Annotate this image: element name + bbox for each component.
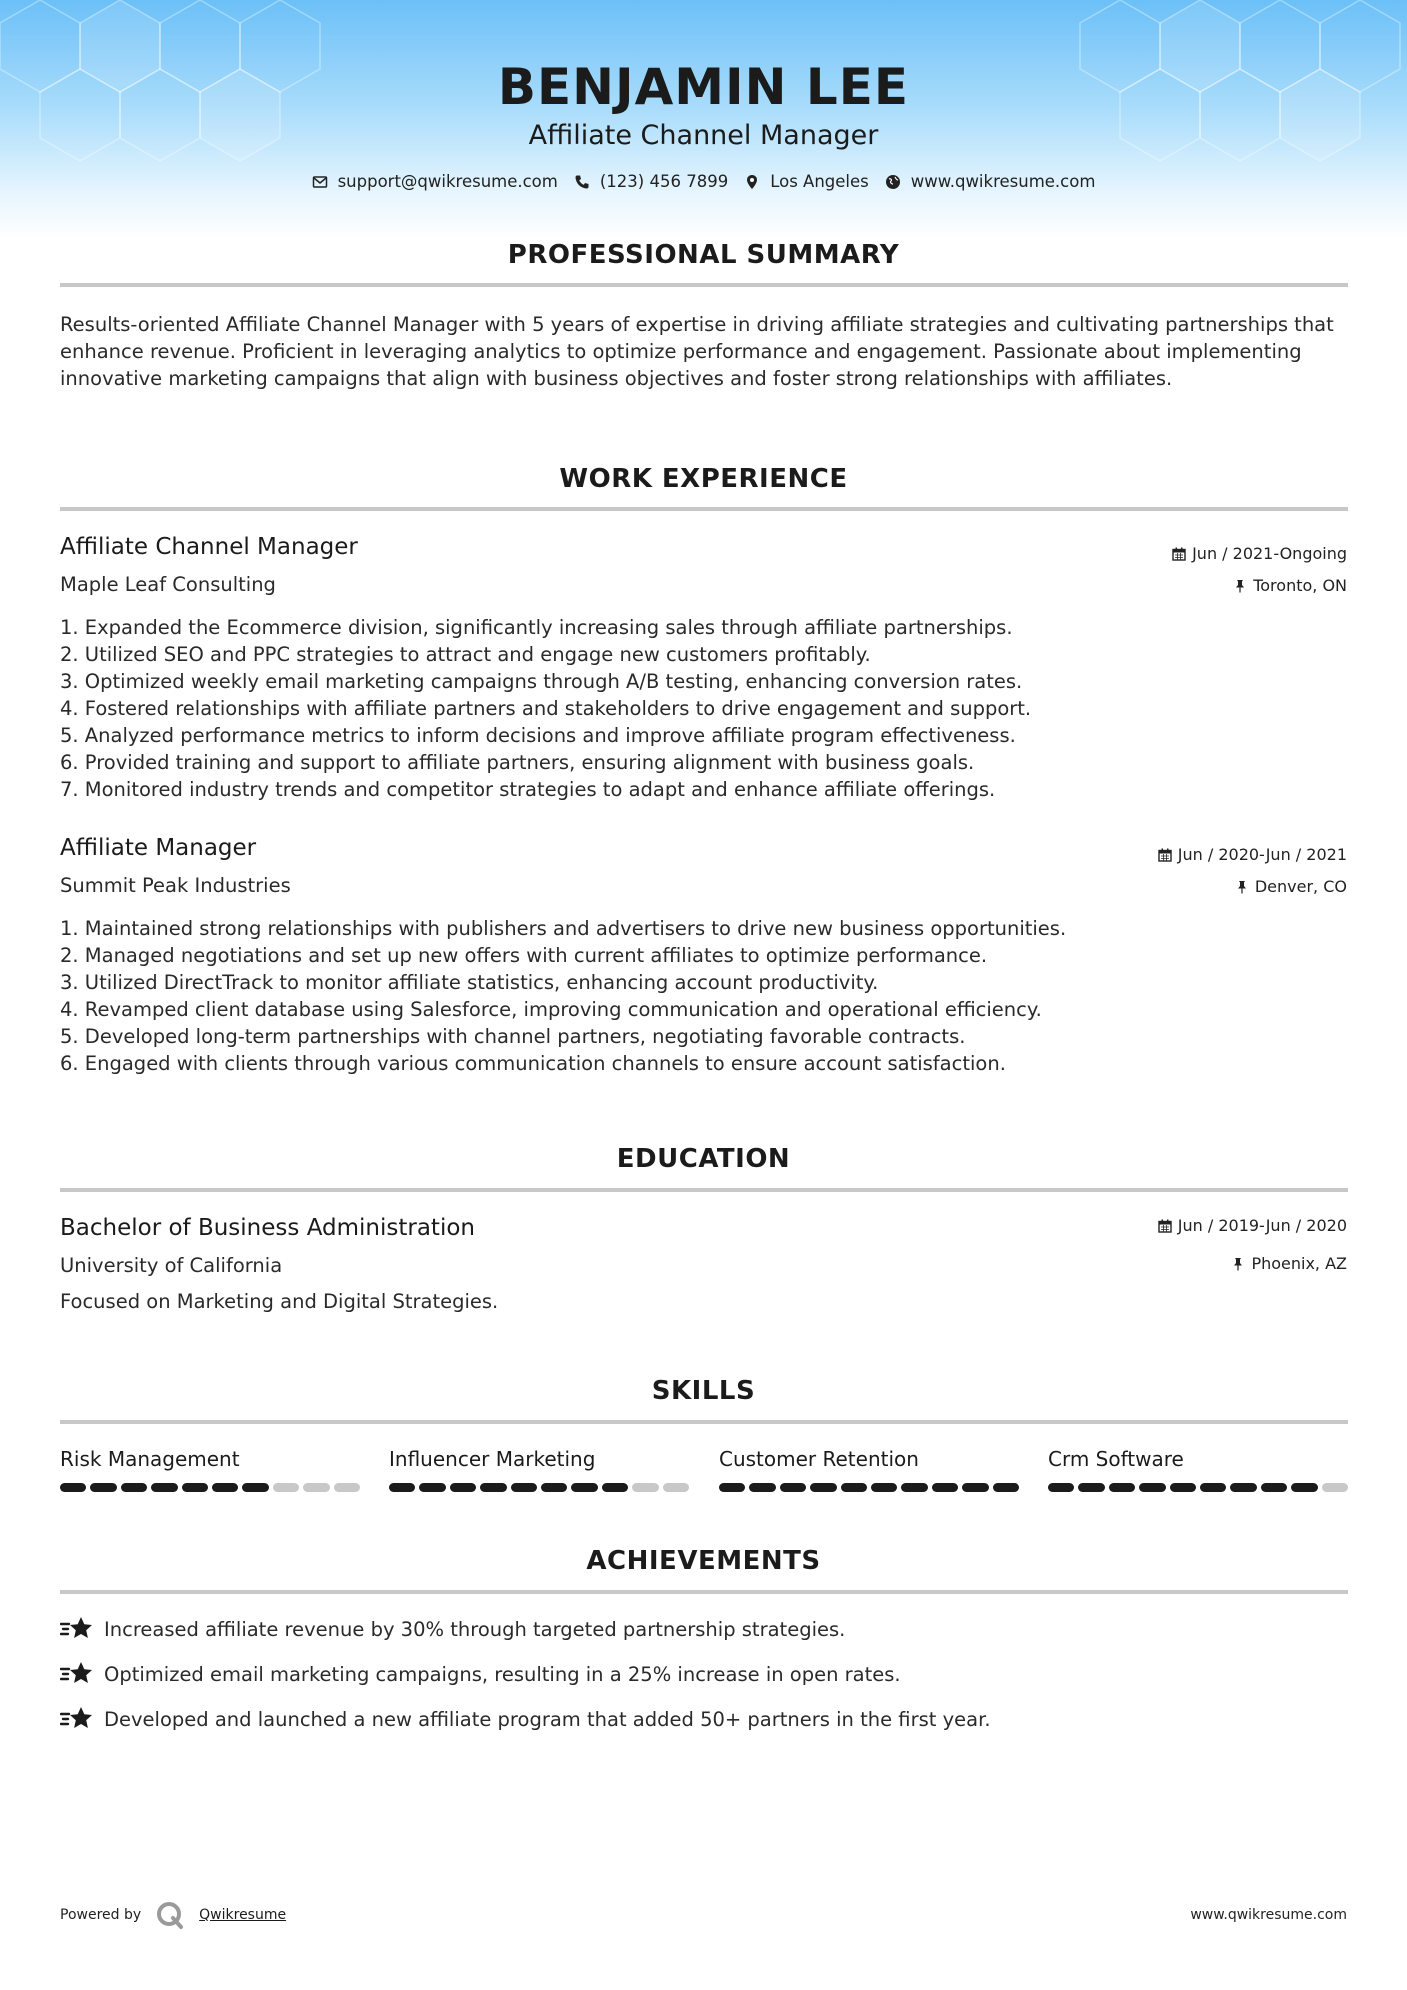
- job-location: [1233, 576, 1347, 595]
- skill-level-segment: [663, 1483, 689, 1492]
- skill-name: Customer Retention: [719, 1447, 919, 1471]
- list-item: 7. Monitored industry trends and competitor strategies to adapt and enhance affiliate offerings.: [60, 778, 996, 801]
- star-icon: [60, 1614, 94, 1644]
- skill-level-bar: [60, 1483, 360, 1492]
- skill-item: [389, 1447, 689, 1492]
- contact-website-text: www.qwikresume.com: [910, 172, 1096, 191]
- skill-level-segment: [242, 1483, 268, 1492]
- skill-level-segment: [810, 1483, 836, 1492]
- skill-level-segment: [1170, 1483, 1196, 1492]
- contact-location-text: Los Angeles: [770, 172, 869, 191]
- skill-item: [60, 1447, 360, 1492]
- qwikresume-logo-icon: [155, 1900, 185, 1930]
- pushpin-icon: [1231, 1257, 1245, 1271]
- summary-text: Results-oriented Affiliate Channel Manager with 5 years of expertise in driving affiliate strategies and cultivating partnerships that enhance revenue. Proficient in leveraging analytics to optimize performance and engagement. Passionate about implementing innovative marketing campaigns that align with business objectives and foster strong relationships with affiliates.: [60, 313, 1334, 390]
- star-icon: [60, 1704, 94, 1734]
- skill-level-segment: [571, 1483, 597, 1492]
- powered-by-label: Powered by: [60, 1907, 142, 1923]
- section-title-summary: PROFESSIONAL SUMMARY: [507, 240, 900, 270]
- skill-level-segment: [121, 1483, 147, 1492]
- skill-level-segment: [1261, 1483, 1287, 1492]
- skill-level-segment: [389, 1483, 415, 1492]
- list-item: 4. Fostered relationships with affiliate partners and stakeholders to drive engagement and support.: [60, 697, 1032, 720]
- skill-level-segment: [273, 1483, 299, 1492]
- list-item: 2. Utilized SEO and PPC strategies to attract and engage new customers profitably.: [60, 643, 871, 666]
- education-location: [1231, 1254, 1347, 1273]
- skill-level-segment: [480, 1483, 506, 1492]
- list-item: 5. Developed long-term partnerships with channel partners, negotiating favorable contracts.: [60, 1025, 966, 1048]
- education-dates-text: Jun / 2019-Jun / 2020: [1177, 1216, 1347, 1235]
- job-bullets: [60, 915, 1350, 1077]
- skill-level-segment: [749, 1483, 775, 1492]
- education-note: Focused on Marketing and Digital Strategies.: [60, 1290, 499, 1313]
- job-location-text: Denver, CO: [1254, 877, 1347, 896]
- skill-level-segment: [90, 1483, 116, 1492]
- contact-row: [0, 172, 1407, 191]
- section-divider: [60, 283, 1348, 287]
- section-divider: [60, 507, 1348, 511]
- skill-level-segment: [1139, 1483, 1165, 1492]
- contact-phone[interactable]: [574, 172, 728, 191]
- footer-website[interactable]: www.qwikresume.com: [1190, 1907, 1347, 1923]
- skill-level-segment: [841, 1483, 867, 1492]
- calendar-icon: [1158, 848, 1172, 862]
- skill-level-segment: [1322, 1483, 1348, 1492]
- job-title: Affiliate Channel Manager: [60, 534, 358, 560]
- contact-website[interactable]: [885, 172, 1096, 191]
- education-dates: [1158, 1216, 1347, 1235]
- school-name: University of California: [60, 1254, 283, 1277]
- skill-level-segment: [932, 1483, 958, 1492]
- skill-level-segment: [541, 1483, 567, 1492]
- skill-level-segment: [303, 1483, 329, 1492]
- skill-name: Risk Management: [60, 1447, 240, 1471]
- skill-level-bar: [1048, 1483, 1348, 1492]
- footer-powered-by: [60, 1900, 286, 1930]
- section-title-education: EDUCATION: [616, 1144, 791, 1174]
- section-title-skills: SKILLS: [651, 1376, 756, 1406]
- skill-level-segment: [511, 1483, 537, 1492]
- list-item: 6. Provided training and support to affiliate partners, ensuring alignment with business goals.: [60, 751, 975, 774]
- contact-location: [744, 172, 869, 191]
- contact-email-text: support@qwikresume.com: [337, 172, 558, 191]
- achievement-item: [60, 1659, 901, 1689]
- job-dates-text: Jun / 2020-Jun / 2021: [1177, 845, 1347, 864]
- skill-level-segment: [60, 1483, 86, 1492]
- achievement-text: Developed and launched a new affiliate program that added 50+ partners in the first year.: [104, 1707, 991, 1731]
- pushpin-icon: [1235, 880, 1249, 894]
- envelope-icon: [312, 174, 328, 190]
- section-title-experience: WORK EXPERIENCE: [559, 464, 848, 494]
- qwikresume-link[interactable]: Qwikresume: [199, 1907, 287, 1923]
- skill-level-segment: [1048, 1483, 1074, 1492]
- achievement-item: [60, 1704, 991, 1734]
- skill-level-segment: [334, 1483, 360, 1492]
- skill-level-segment: [212, 1483, 238, 1492]
- candidate-name: BENJAMIN LEE: [497, 58, 910, 116]
- achievement-item: [60, 1614, 845, 1644]
- star-icon: [60, 1659, 94, 1689]
- skill-level-bar: [719, 1483, 1019, 1492]
- section-title-achievements: ACHIEVEMENTS: [586, 1546, 821, 1576]
- skill-level-segment: [962, 1483, 988, 1492]
- job-bullets: [60, 614, 1350, 803]
- section-divider: [60, 1590, 1348, 1594]
- skill-level-segment: [1078, 1483, 1104, 1492]
- section-divider: [60, 1420, 1348, 1424]
- skill-level-segment: [901, 1483, 927, 1492]
- list-item: 1. Maintained strong relationships with publishers and advertisers to drive new business opportunities.: [60, 917, 1067, 940]
- company-name: Maple Leaf Consulting: [60, 573, 276, 596]
- list-item: 1. Expanded the Ecommerce division, significantly increasing sales through affiliate partnerships.: [60, 616, 1013, 639]
- skill-level-segment: [632, 1483, 658, 1492]
- job-location-text: Toronto, ON: [1253, 576, 1347, 595]
- skill-item: [1048, 1447, 1348, 1492]
- list-item: 2. Managed negotiations and set up new offers with current affiliates to optimize performance.: [60, 944, 988, 967]
- skill-name: Crm Software: [1048, 1447, 1184, 1471]
- job-location: [1235, 877, 1347, 896]
- education-location-text: Phoenix, AZ: [1251, 1254, 1347, 1273]
- skill-level-segment: [780, 1483, 806, 1492]
- phone-icon: [574, 174, 590, 190]
- job-dates: [1158, 845, 1347, 864]
- candidate-title: Affiliate Channel Manager: [528, 120, 879, 151]
- skill-item: [719, 1447, 1019, 1492]
- calendar-icon: [1172, 547, 1186, 561]
- list-item: 4. Revamped client database using Salesforce, improving communication and operational efficiency.: [60, 998, 1042, 1021]
- contact-email[interactable]: [312, 172, 558, 191]
- skill-level-segment: [602, 1483, 628, 1492]
- degree-title: Bachelor of Business Administration: [60, 1215, 475, 1241]
- list-item: 3. Optimized weekly email marketing campaigns through A/B testing, enhancing conversion rates.: [60, 670, 1023, 693]
- skill-name: Influencer Marketing: [389, 1447, 596, 1471]
- skill-level-segment: [1200, 1483, 1226, 1492]
- contact-phone-text: (123) 456 7899: [599, 172, 729, 191]
- job-dates: [1172, 544, 1347, 563]
- list-item: 5. Analyzed performance metrics to inform decisions and improve affiliate program effectiveness.: [60, 724, 1016, 747]
- skill-level-bar: [389, 1483, 689, 1492]
- calendar-icon: [1158, 1219, 1172, 1233]
- company-name: Summit Peak Industries: [60, 874, 291, 897]
- skill-level-segment: [1230, 1483, 1256, 1492]
- skill-level-segment: [419, 1483, 445, 1492]
- section-divider: [60, 1188, 1348, 1192]
- list-item: 6. Engaged with clients through various communication channels to ensure account satisfaction.: [60, 1052, 1006, 1075]
- skill-level-segment: [151, 1483, 177, 1492]
- skill-level-segment: [1291, 1483, 1317, 1492]
- skill-level-segment: [871, 1483, 897, 1492]
- job-dates-text: Jun / 2021-Ongoing: [1192, 544, 1347, 563]
- achievement-text: Increased affiliate revenue by 30% through targeted partnership strategies.: [104, 1617, 846, 1641]
- job-title: Affiliate Manager: [60, 835, 257, 861]
- map-pin-icon: [744, 174, 760, 190]
- skill-level-segment: [1109, 1483, 1135, 1492]
- skill-level-segment: [450, 1483, 476, 1492]
- achievement-text: Optimized email marketing campaigns, resulting in a 25% increase in open rates.: [104, 1662, 901, 1686]
- skill-level-segment: [182, 1483, 208, 1492]
- skill-level-segment: [993, 1483, 1019, 1492]
- list-item: 3. Utilized DirectTrack to monitor affiliate statistics, enhancing account productivity.: [60, 971, 879, 994]
- skill-level-segment: [719, 1483, 745, 1492]
- pushpin-icon: [1233, 579, 1247, 593]
- globe-icon: [885, 174, 901, 190]
